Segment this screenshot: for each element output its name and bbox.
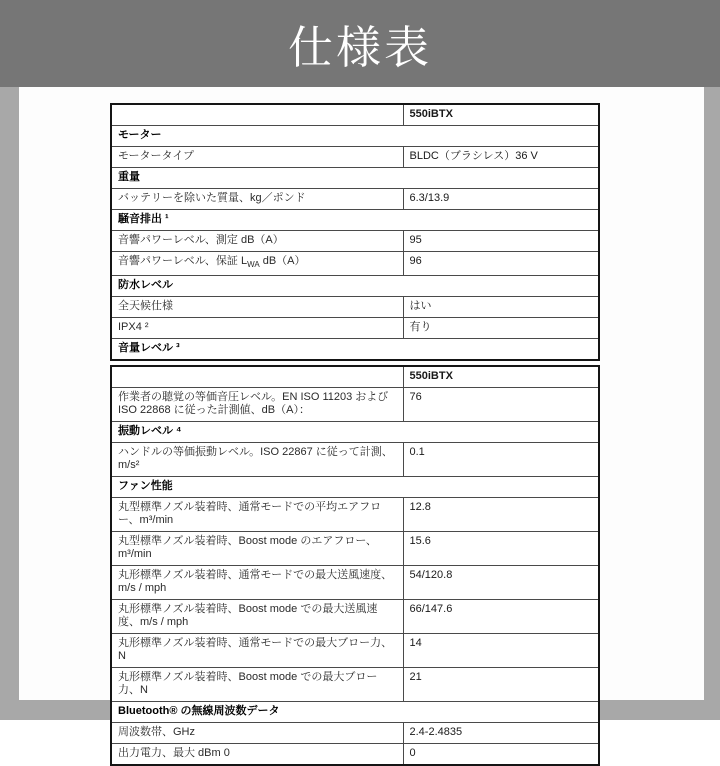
spec-row-max-airspeed-normal	[111, 566, 599, 600]
spec-table-upper	[110, 103, 600, 361]
model-header-cell: 550iBTX	[403, 104, 599, 126]
spec-value-cell: BLDC（ブラシレス）36 V	[403, 147, 599, 168]
spec-label-cell: 丸形標準ノズル装着時、通常モードでの最大送風速度、m/s / mph	[111, 566, 403, 600]
model-header-cell: 550iBTX	[403, 366, 599, 388]
spec-row-airflow-boost	[111, 532, 599, 566]
spec-label-cell: 丸型標準ノズル装着時、Boost mode のエアフロー、 m³/min	[111, 532, 403, 566]
spec-value-cell: 76	[403, 388, 599, 422]
section-label: モーター	[111, 126, 599, 147]
spec-label-cell: 作業者の聴覚の等価音圧レベル。EN ISO 11203 および ISO 22868 に従った計測値、dB（A）：	[111, 388, 403, 422]
spec-label-cell	[111, 252, 403, 276]
spec-row-max-blow-force-boost	[111, 668, 599, 702]
section-label: 防水レベル	[111, 276, 599, 297]
spec-value-cell: 95	[403, 231, 599, 252]
section-row-waterproof-level	[111, 276, 599, 297]
spec-value-cell: 有り	[403, 318, 599, 339]
section-label: 振動レベル ⁴	[111, 422, 599, 443]
spec-value-cell: 12.8	[403, 498, 599, 532]
table-header-row	[111, 366, 599, 388]
empty-header-cell	[111, 104, 403, 126]
section-label: 騒音排出 ¹	[111, 210, 599, 231]
spec-value-cell: 54/120.8	[403, 566, 599, 600]
section-label: 重量	[111, 168, 599, 189]
section-row-noise-emission	[111, 210, 599, 231]
spec-value-cell: 0	[403, 744, 599, 766]
section-row-weight	[111, 168, 599, 189]
spec-label-cell: 丸形標準ノズル装着時、Boost mode での最大送風速度、m/s / mph	[111, 600, 403, 634]
section-label: 音量レベル ³	[111, 339, 599, 361]
table-header-row	[111, 104, 599, 126]
empty-header-cell	[111, 366, 403, 388]
spec-row-max-blow-force-normal	[111, 634, 599, 668]
spec-label-cell: モータータイプ	[111, 147, 403, 168]
spec-table-lower	[110, 365, 600, 766]
spec-row-sound-power-measured	[111, 231, 599, 252]
section-row-motor	[111, 126, 599, 147]
label-text-subscript: WA	[247, 260, 260, 270]
spec-row-avg-airflow-normal	[111, 498, 599, 532]
section-row-bluetooth-rf	[111, 702, 599, 723]
spec-label-cell: 全天候仕様	[111, 297, 403, 318]
spec-label-cell: ハンドルの等価振動レベル。ISO 22867 に従って計測、m/s²	[111, 443, 403, 477]
spec-value-cell: はい	[403, 297, 599, 318]
label-text-pre: 音響パワーレベル、保証 L	[118, 255, 248, 267]
spec-label-cell: 丸形標準ノズル装着時、通常モードでの最大ブロー力、N	[111, 634, 403, 668]
spec-value-cell: 2.4-2.4835	[403, 723, 599, 744]
spec-row-sound-power-guaranteed	[111, 252, 599, 276]
spec-label-cell: 丸型標準ノズル装着時、通常モードでの平均エアフロー、m³/min	[111, 498, 403, 532]
spec-label-cell: 音響パワーレベル、測定 dB（A）	[111, 231, 403, 252]
spec-row-ipx4	[111, 318, 599, 339]
section-row-sound-level	[111, 339, 599, 361]
spec-label-cell: 出力電力、最大 dBm 0	[111, 744, 403, 766]
spec-row-output-power	[111, 744, 599, 766]
spec-value-cell: 6.3/13.9	[403, 189, 599, 210]
spec-value-cell: 21	[403, 668, 599, 702]
section-row-vibration-level	[111, 422, 599, 443]
spec-value-cell: 0.1	[403, 443, 599, 477]
spec-row-max-airspeed-boost	[111, 600, 599, 634]
title-banner	[0, 0, 720, 87]
spec-value-cell: 66/147.6	[403, 600, 599, 634]
spec-label-cell: 周波数帯、GHz	[111, 723, 403, 744]
spec-value-cell: 14	[403, 634, 599, 668]
spec-row-weight	[111, 189, 599, 210]
spec-label-cell: バッテリーを除いた質量、kg／ポンド	[111, 189, 403, 210]
spec-row-handle-vibration	[111, 443, 599, 477]
spec-value-cell: 96	[403, 252, 599, 276]
spec-page	[19, 87, 704, 759]
section-label: ファン性能	[111, 477, 599, 498]
spec-row-ear-sound-pressure	[111, 388, 599, 422]
page-title: 仕様表	[287, 22, 432, 73]
spec-label-cell: 丸形標準ノズル装着時、Boost mode での最大ブロー力、N	[111, 668, 403, 702]
section-label: Bluetooth® の無線周波数データ	[111, 702, 599, 723]
spec-row-all-weather	[111, 297, 599, 318]
label-text-post: dB（A）	[259, 255, 306, 267]
spec-row-motor-type	[111, 147, 599, 168]
spec-value-cell: 15.6	[403, 532, 599, 566]
spec-label-cell: IPX4 ²	[111, 318, 403, 339]
section-row-fan-performance	[111, 477, 599, 498]
spec-row-frequency-band	[111, 723, 599, 744]
